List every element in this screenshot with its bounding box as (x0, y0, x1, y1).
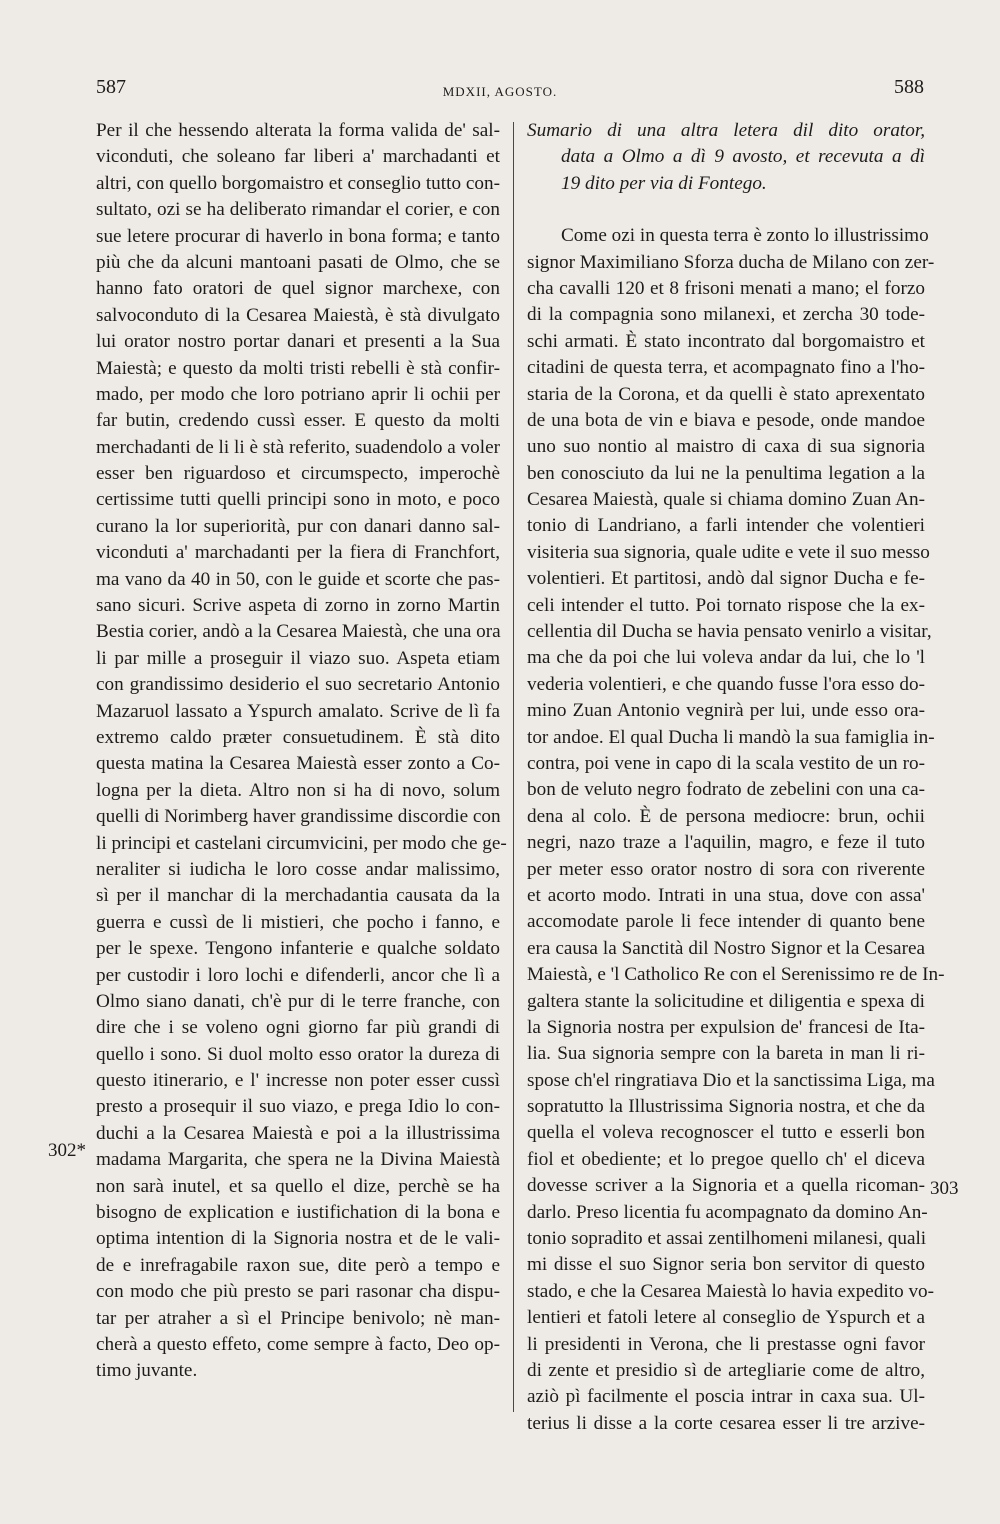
text-line: duchi a la Cesarea Maiestà e poi a la illustrissima (96, 1122, 500, 1144)
text-line: la Signoria nostra per expulsion de' francesi de Ita- (527, 1016, 925, 1038)
text-line: celi intender el tutto. Poi tornato rispose che la ex- (527, 594, 925, 616)
text-line: darlo. Preso licentia fu acompagnato da domino An- (527, 1201, 928, 1223)
text-line: li principi et castelani circumvicini, per modo che ge- (96, 832, 507, 854)
text-line: questa matina la Cesarea Maiestà esser zonto a Co- (96, 753, 500, 775)
heading-line: data a Olmo a dì 9 avosto, et recevuta a dì (561, 146, 925, 168)
text-line: più che da alcuni mantoani pasati de Olmo, che se (96, 251, 500, 273)
heading-line: Sumario di una altra letera dil dito orator, (527, 120, 925, 141)
page-header (0, 76, 1000, 106)
text-line: Olmo siano danati, ch'è pur di le terre franche, con (96, 990, 500, 1012)
text-line: Bestia corier, andò a la Cesarea Maiestà, che una ora (96, 621, 501, 643)
text-line: Cesarea Maiestà, quale si chiama domino Zuan An- (527, 489, 925, 511)
text-line: presto a prosequir il suo viazo, e prega Idio lo con- (96, 1096, 500, 1118)
text-line: negri, nazo traze a l'aquilin, magro, e feze il tuto (527, 832, 925, 854)
text-line: uno suo nontio al maistro di caxa di sua signoria (527, 436, 925, 458)
text-line: esser ben riguardoso et circumspecto, imperochè (96, 463, 500, 485)
text-line: merchadanti de li li è stà referito, suadendolo a voler (96, 436, 500, 458)
text-line: mino Zuan Antonio vegnirà per lui, unde esso ora- (527, 700, 925, 722)
text-line: ma vano da 40 in 50, con le guide et scorte che pas- (96, 568, 500, 590)
running-title: MDXII, AGOSTO. (442, 84, 558, 99)
text-line: li presidenti in Verona, che li prestasse ogni favor (527, 1333, 925, 1355)
text-line: spose ch'el ringratiava Dio et la sanctissima Liga, ma (527, 1069, 935, 1091)
column-divider (513, 122, 514, 1412)
text-line: tor andoe. El qual Ducha li mandò la sua famiglia in- (527, 726, 935, 748)
text-line: sì per il manchar di la merchadantia causata da la (96, 885, 500, 907)
text-line: dovesse scriver a la Signoria et a quella ricoman- (527, 1175, 925, 1197)
text-line: lentieri et fatoli letere al conseglio de Yspurch et a (527, 1307, 925, 1329)
margin-reference-left: 302* (48, 1140, 86, 1161)
text-line: viconduti, che soleano far liberi a' marchadanti et (96, 146, 500, 168)
text-line: ben conosciuto da lui ne la penultima legation a la (527, 462, 925, 484)
text-line: vederia volentieri, e che quando fusse l'ora esso do- (527, 673, 925, 695)
text-line: per meter esso orator nostro di sora con riverente (527, 858, 925, 880)
text-line: madama Margarita, che spera ne la Divina Maiestà (96, 1149, 500, 1171)
text-line: di la compagnia sono milanexi, et zercha 30 tode- (527, 304, 925, 326)
text-line: di zente et presidio sì de artegliarie come de altro, (527, 1359, 925, 1381)
text-line: citadini de questa terra, et acompagnato fino a l'ho- (527, 357, 925, 379)
text-line: sue letere procurar di haverlo in bona forma; e tanto (96, 225, 500, 247)
text-line: questo itinerario, e l' incresse non poter esser cussì (96, 1070, 500, 1092)
text-line: cellentia dil Ducha se havia pensato venirlo a visitar, (527, 621, 932, 643)
text-line: cherà a questo effeto, come sempre à facto, Deo op- (96, 1333, 500, 1355)
text-line: neraliter si iudicha le loro cosse andar malissimo, (96, 858, 500, 880)
text-line: quella el voleva recognoscer el tutto e esserli bon (527, 1122, 925, 1144)
text-line: schi armati. È stato incontrato dal borgomaistro et (527, 330, 925, 352)
text-line: tonio sopradito et assai zentilhomeni milanesi, quali (527, 1228, 927, 1250)
text-line: volentieri. Et partitosi, andò dal signor Ducha e fe- (527, 568, 925, 590)
text-line: timo juvante. (96, 1360, 198, 1382)
text-line: certissime tutti quelli principi sono in moto, e poco (96, 489, 500, 511)
text-line: de e inrefragabile raxon sue, dite però a tempo e (96, 1254, 500, 1276)
text-line: lia. Sua signoria sempre con la bareta in man li ri- (527, 1043, 925, 1065)
text-line: guerra e cussì de li mistieri, che pocho i fanno, e (96, 911, 500, 933)
text-line: lui orator nostro portar danari et presenti a la Sua (96, 331, 500, 353)
text-line: dire che i se voleno ogni giorno far più grandi di (96, 1017, 500, 1039)
text-line: con grandissimo desiderio el suo secretario Antonio (96, 674, 500, 696)
text-line: stado, e che la Cesarea Maiestà lo havia expedito vo- (527, 1280, 935, 1302)
text-line: altri, con quello borgomaistro et conseglio tutto con- (96, 172, 500, 194)
text-line: sultato, ozi se ha deliberato rimandar el corier, e con (96, 199, 500, 221)
text-line: salvoconduto di la Cesarea Maiestà, è stà divulgato (96, 304, 500, 326)
text-line: Come ozi in questa terra è zonto lo illustrissimo (561, 225, 929, 247)
text-line: tar per atraher a sì el Principe benivolo; nè man- (96, 1307, 500, 1329)
text-line: aziò pì facilmente el poscia intrar in caxa sua. Ul- (527, 1386, 925, 1408)
text-line: visiteria sua signoria, quale udite e vete il suo messo (527, 541, 930, 563)
text-line: accomodate parole li fece intender di quanto bene (527, 911, 925, 933)
text-line: hanno fato oratori de quel signor marchexe, con (96, 278, 500, 300)
heading-gap (527, 197, 925, 223)
text-line: li par mille a proseguir il viazo suo. Aspeta etiam (96, 647, 500, 669)
text-line: mado, per modo che loro potriano aprir li ochii per (96, 383, 500, 405)
text-line: Mazaruol lassato a Yspurch amalato. Scrive de lì fa (96, 700, 500, 722)
text-line: quello i sono. Si duol molto esso orator la dureza di (96, 1043, 500, 1065)
text-line: quelli di Norimberg haver grandissime discordie con (96, 806, 501, 828)
text-line: terius li disse a la corte cesarea esser li tre arzive- (527, 1412, 925, 1434)
text-line: extremo caldo præter consuetudinem. È stà dito (96, 726, 500, 748)
text-line: bon de veluto negro fodrato de zebelini con una ca- (527, 779, 925, 801)
left-page-number: 587 (96, 76, 126, 98)
text-line: galtera stante la solicitudine et diligentia e spexa di (527, 990, 925, 1012)
text-line: staria de la Corona, et da quelli è stato aprexentato (527, 383, 925, 405)
text-line: bisogno de explication e iustifichation di la bona e (96, 1202, 500, 1224)
text-line: sopratutto la Illustrissima Signoria nostra, et che da (527, 1096, 925, 1118)
text-line: Maiestà, e 'l Catholico Re con el Serenissimo re de In- (527, 964, 945, 986)
text-line: con modo che più presto se pari rasonar cha dispu- (96, 1281, 500, 1303)
text-line: per le spexe. Tengono infanterie e qualche soldato (96, 938, 500, 960)
text-line: logna per la dieta. Altro non si ha di novo, solum (96, 779, 500, 801)
text-line: Per il che hessendo alterata la forma valida de' sal- (96, 120, 500, 141)
text-line: non sarà inutel, et sa quello el dize, perchè se ha (96, 1175, 500, 1197)
text-line: signor Maximiliano Sforza ducha de Milano con zer- (527, 251, 935, 273)
text-line: sano sicuri. Scrive aspeta di zorno in zorno Martin (96, 595, 500, 617)
text-line: fiol et obediente; et lo pregoe quello ch' el diceva (527, 1148, 925, 1170)
text-line: mi disse el suo Signor seria bon servitor di questo (527, 1254, 925, 1276)
text-line: per custodir i loro lochi e difenderli, ancor che lì a (96, 964, 500, 986)
letter-heading (527, 118, 925, 197)
left-column (96, 118, 507, 1385)
text-line: contra, poi vene in capo di la scala vestito de un ro- (527, 752, 925, 774)
text-line: optima intention di la Signoria nostra et de le vali- (96, 1228, 500, 1250)
text-line: era causa la Sanctità dil Nostro Signor et la Cesarea (527, 937, 925, 959)
text-line: far butin, credendo cussì esser. E questo da molti (96, 410, 500, 432)
text-line: de una bota de vin e biava e pesode, onde mandoe (527, 409, 925, 431)
margin-reference-right: 303 (930, 1178, 959, 1199)
heading-line: 19 dito per via di Fontego. (561, 172, 767, 194)
text-line: curano la lor superiorità, pur con danari danno sal- (96, 515, 500, 537)
text-line: viconduti a' marchadanti per la fiera di Franchfort, (96, 542, 500, 564)
text-line: tonio di Landriano, a farli intender che volentieri (527, 515, 925, 537)
text-line: ma che da poi che lui voleva andar da lui, che lo 'l (527, 647, 925, 669)
text-line: dena al colo. È de persona mediocre: brun, ochii (527, 805, 925, 827)
right-page-number: 588 (894, 76, 924, 98)
text-line: et acorto modo. Intrati in una stua, dove con assa' (527, 884, 925, 906)
text-line: cha cavalli 120 et 8 frisoni menati a mano; el forzo (527, 277, 925, 299)
text-line: Maiestà; e questo da molti tristi rebelli è stà confir- (96, 357, 500, 379)
